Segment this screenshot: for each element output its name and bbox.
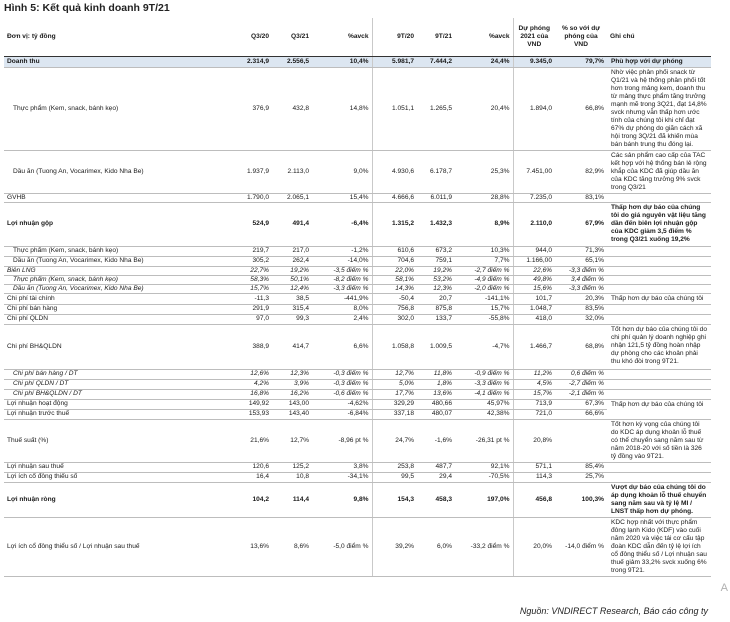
cell-avck2: -2,7 điểm %: [455, 266, 513, 275]
cell-q320: 153,93: [214, 409, 272, 419]
cell-q321: 8,6%: [272, 517, 312, 576]
cell-forecast: 4,5%: [513, 379, 555, 389]
cell-avck2: -55,8%: [455, 314, 513, 324]
cell-t921: 1.432,3: [417, 202, 455, 246]
cell-t920: 58,1%: [372, 275, 417, 284]
cell-forecast: 7.235,0: [513, 193, 555, 202]
cell-q321: 99,3: [272, 314, 312, 324]
cell-t921: 6.178,7: [417, 150, 455, 193]
cell-t920: 12,7%: [372, 369, 417, 379]
cell-vsforecast: 67,9%: [555, 202, 607, 246]
row-note: [607, 275, 711, 284]
table-row: [4, 472, 711, 482]
cell-t920: 337,18: [372, 409, 417, 419]
cell-avck1: -1,2%: [312, 246, 372, 256]
cell-forecast: 9.345,0: [513, 56, 555, 67]
cell-t921: 673,2: [417, 246, 455, 256]
cell-avck2: -4,1 điểm %: [455, 389, 513, 399]
cell-vsforecast: -2,1 điểm %: [555, 389, 607, 399]
table-row: [4, 379, 711, 389]
cell-avck1: 8,0%: [312, 304, 372, 314]
cell-t921: 6.011,9: [417, 193, 455, 202]
cell-avck2: -4,9 điểm %: [455, 275, 513, 284]
row-label: Chi phí bán hàng / DT: [4, 369, 214, 379]
cell-t920: 1.051,1: [372, 67, 417, 150]
col-header-avck-q: %avck: [312, 18, 372, 56]
cell-vsforecast: 83,5%: [555, 304, 607, 314]
row-label: Dầu ăn (Tuong An, Vocarimex, Kido Nha Be): [4, 150, 214, 193]
row-label: Thực phẩm (Kem, snack, bánh kẹo): [4, 67, 214, 150]
cell-t920: -50,4: [372, 293, 417, 304]
cell-q320: 22,7%: [214, 266, 272, 275]
row-note: Các sản phẩm cao cấp của TAC kết hợp với hệ thống bán lẻ rộng khắp của KDC đã giúp dầu ăn của KDC tăng trưởng 9% svck trong Q3/21: [607, 150, 711, 193]
cell-q321: 10,8: [272, 472, 312, 482]
cell-q321: 2.065,1: [272, 193, 312, 202]
cell-t920: 39,2%: [372, 517, 417, 576]
cell-avck1: 9,8%: [312, 482, 372, 517]
cell-q320: 97,0: [214, 314, 272, 324]
cell-t921: 19,2%: [417, 266, 455, 275]
cell-q321: 114,4: [272, 482, 312, 517]
cell-avck1: 14,8%: [312, 67, 372, 150]
table-row: [4, 150, 711, 193]
cell-t920: 1.058,8: [372, 324, 417, 369]
row-label: Biên LNG: [4, 266, 214, 275]
col-header-9t21: 9T/21: [417, 18, 455, 56]
row-label: Lợi nhuận sau thuế: [4, 462, 214, 472]
cell-forecast: 22,6%: [513, 266, 555, 275]
cell-vsforecast: 71,3%: [555, 246, 607, 256]
cell-avck2: -0,9 điểm %: [455, 369, 513, 379]
cell-avck1: -5,0 điểm %: [312, 517, 372, 576]
cell-vsforecast: -3,3 điểm %: [555, 284, 607, 293]
source-note: Nguồn: VNDIRECT Research, Báo cáo công ty: [519, 606, 708, 616]
cell-forecast: 2.110,0: [513, 202, 555, 246]
cell-avck2: 42,38%: [455, 409, 513, 419]
table-row: [4, 314, 711, 324]
cell-q321: 16,2%: [272, 389, 312, 399]
cell-avck1: -0,3 điểm %: [312, 369, 372, 379]
table-row: [4, 56, 711, 67]
cell-q320: 58,3%: [214, 275, 272, 284]
cell-avck2: -3,3 điểm %: [455, 379, 513, 389]
cell-vsforecast: 66,8%: [555, 67, 607, 150]
table-row: [4, 419, 711, 462]
cell-forecast: 15,6%: [513, 284, 555, 293]
cell-q320: 305,2: [214, 256, 272, 266]
cell-forecast: 101,7: [513, 293, 555, 304]
cell-q320: 291,9: [214, 304, 272, 314]
cell-t920: 4.930,6: [372, 150, 417, 193]
cell-q320: 15,7%: [214, 284, 272, 293]
cell-avck1: -4,62%: [312, 399, 372, 409]
cell-q321: 491,4: [272, 202, 312, 246]
cell-t921: 1.009,5: [417, 324, 455, 369]
row-label: Chi phí QLDN: [4, 314, 214, 324]
table-row: [4, 482, 711, 517]
cell-q320: 16,8%: [214, 389, 272, 399]
cell-q321: 12,4%: [272, 284, 312, 293]
cell-t920: 99,5: [372, 472, 417, 482]
row-label: Thuế suất (%): [4, 419, 214, 462]
cell-t921: 7.444,2: [417, 56, 455, 67]
cell-vsforecast: [555, 419, 607, 462]
cell-avck2: 10,3%: [455, 246, 513, 256]
cell-avck1: -8,2 điểm %: [312, 275, 372, 284]
table-row: [4, 293, 711, 304]
cell-q320: 1.937,9: [214, 150, 272, 193]
table-row: [4, 399, 711, 409]
cell-q321: 12,3%: [272, 369, 312, 379]
cell-forecast: 418,0: [513, 314, 555, 324]
row-label: Chi phí QLDN / DT: [4, 379, 214, 389]
watermark-glyph: A: [720, 582, 728, 594]
cell-t921: 1,8%: [417, 379, 455, 389]
cell-t921: 53,2%: [417, 275, 455, 284]
row-label: Lợi nhuận hoạt động: [4, 399, 214, 409]
cell-q321: 2.556,5: [272, 56, 312, 67]
cell-forecast: 49,8%: [513, 275, 555, 284]
row-label: Chi phí bán hàng: [4, 304, 214, 314]
cell-vsforecast: 32,0%: [555, 314, 607, 324]
cell-avck2: 20,4%: [455, 67, 513, 150]
cell-forecast: 11,2%: [513, 369, 555, 379]
cell-avck2: -4,7%: [455, 324, 513, 369]
col-header-notes: Ghi chú: [607, 18, 711, 56]
cell-avck2: -26,31 pt %: [455, 419, 513, 462]
cell-q321: 432,8: [272, 67, 312, 150]
cell-t921: 13,6%: [417, 389, 455, 399]
cell-t920: 5,0%: [372, 379, 417, 389]
table-row: [4, 462, 711, 472]
row-note: [607, 389, 711, 399]
table-row: [4, 284, 711, 293]
cell-q320: 524,9: [214, 202, 272, 246]
table-row: [4, 202, 711, 246]
cell-avck2: 24,4%: [455, 56, 513, 67]
row-label: Dầu ăn (Tuong An, Vocarimex, Kido Nha Be): [4, 256, 214, 266]
row-label: Chi phí tài chính: [4, 293, 214, 304]
cell-q320: 16,4: [214, 472, 272, 482]
cell-t920: 756,8: [372, 304, 417, 314]
row-note: Thấp hơn dự báo của chúng tôi do giá nguyên vật liệu tăng dần đến biên lợi nhuận gộp của KDC giảm 3,5 điểm % trong Q3/21 xuống 19,2%: [607, 202, 711, 246]
cell-vsforecast: 20,3%: [555, 293, 607, 304]
table-row: [4, 517, 711, 576]
row-label: Lợi nhuận trước thuế: [4, 409, 214, 419]
table-row: [4, 369, 711, 379]
cell-avck1: 15,4%: [312, 193, 372, 202]
cell-avck2: -70,5%: [455, 472, 513, 482]
table-row: [4, 256, 711, 266]
table-row: [4, 275, 711, 284]
cell-avck2: 92,1%: [455, 462, 513, 472]
row-note: [607, 193, 711, 202]
cell-avck2: -2,0 điểm %: [455, 284, 513, 293]
cell-avck1: -441,9%: [312, 293, 372, 304]
cell-avck1: -0,3 điểm %: [312, 379, 372, 389]
row-note: [607, 369, 711, 379]
cell-q320: 4,2%: [214, 379, 272, 389]
cell-t921: 458,3: [417, 482, 455, 517]
cell-avck2: -141,1%: [455, 293, 513, 304]
cell-q320: 2.314,9: [214, 56, 272, 67]
cell-q320: 12,6%: [214, 369, 272, 379]
cell-avck1: 10,4%: [312, 56, 372, 67]
row-label: Lợi nhuận gộp: [4, 202, 214, 246]
cell-avck1: 9,0%: [312, 150, 372, 193]
row-label: Dầu ăn (Tuong An, Vocarimex, Kido Nha Be): [4, 284, 214, 293]
cell-t920: 302,0: [372, 314, 417, 324]
cell-vsforecast: 66,6%: [555, 409, 607, 419]
cell-avck2: 28,8%: [455, 193, 513, 202]
cell-q321: 414,7: [272, 324, 312, 369]
cell-q320: 13,6%: [214, 517, 272, 576]
cell-q320: 120,6: [214, 462, 272, 472]
table-row: [4, 246, 711, 256]
cell-t921: 133,7: [417, 314, 455, 324]
cell-vsforecast: -3,3 điểm %: [555, 266, 607, 275]
cell-q321: 3,9%: [272, 379, 312, 389]
cell-avck2: 7,7%: [455, 256, 513, 266]
cell-avck1: -0,6 điểm %: [312, 389, 372, 399]
cell-avck1: -6,84%: [312, 409, 372, 419]
row-note: Phù hợp với dự phóng: [607, 56, 711, 67]
table-row: [4, 389, 711, 399]
row-label: Lợi ích cổ đông thiểu số: [4, 472, 214, 482]
cell-q321: 38,5: [272, 293, 312, 304]
table-row: [4, 324, 711, 369]
cell-vsforecast: 0,6 điểm %: [555, 369, 607, 379]
cell-forecast: 15,7%: [513, 389, 555, 399]
cell-t921: 1.265,5: [417, 67, 455, 150]
cell-forecast: 1.166,00: [513, 256, 555, 266]
cell-vsforecast: 68,8%: [555, 324, 607, 369]
cell-avck2: 25,3%: [455, 150, 513, 193]
col-header-avck-9t: %avck: [455, 18, 513, 56]
cell-forecast: 7.451,00: [513, 150, 555, 193]
row-label: GVHB: [4, 193, 214, 202]
cell-q321: 217,0: [272, 246, 312, 256]
cell-q321: 262,4: [272, 256, 312, 266]
row-note: [607, 304, 711, 314]
row-note: [607, 266, 711, 275]
cell-avck2: 45,97%: [455, 399, 513, 409]
cell-vsforecast: -2,7 điểm %: [555, 379, 607, 389]
row-label: Lợi nhuận ròng: [4, 482, 214, 517]
cell-forecast: 1.894,0: [513, 67, 555, 150]
row-label: Chi phí BH&QLDN / DT: [4, 389, 214, 399]
cell-avck2: 15,7%: [455, 304, 513, 314]
business-results-table: [4, 18, 711, 577]
cell-q320: 149,92: [214, 399, 272, 409]
row-note: [607, 314, 711, 324]
cell-t921: 875,8: [417, 304, 455, 314]
cell-forecast: 20,8%: [513, 419, 555, 462]
cell-vsforecast: 67,3%: [555, 399, 607, 409]
cell-t920: 14,3%: [372, 284, 417, 293]
cell-forecast: 713,9: [513, 399, 555, 409]
table-row: [4, 304, 711, 314]
cell-forecast: 944,0: [513, 246, 555, 256]
row-label: Chi phí BH&QLDN: [4, 324, 214, 369]
row-note: [607, 462, 711, 472]
cell-avck1: 3,8%: [312, 462, 372, 472]
cell-avck1: -3,3 điểm %: [312, 284, 372, 293]
cell-q320: 1.790,0: [214, 193, 272, 202]
cell-t921: 759,1: [417, 256, 455, 266]
cell-t920: 329,29: [372, 399, 417, 409]
cell-t920: 4.666,6: [372, 193, 417, 202]
cell-t920: 5.981,7: [372, 56, 417, 67]
cell-avck1: -8,96 pt %: [312, 419, 372, 462]
figure-title: Hình 5: Kết quả kinh doanh 9T/21: [4, 2, 170, 14]
row-label: Thực phẩm (Kem, snack, bánh kẹo): [4, 246, 214, 256]
row-note: [607, 379, 711, 389]
cell-q320: 388,9: [214, 324, 272, 369]
cell-forecast: 20,0%: [513, 517, 555, 576]
cell-vsforecast: 83,1%: [555, 193, 607, 202]
row-note: [607, 284, 711, 293]
cell-q321: 2.113,0: [272, 150, 312, 193]
table-row: [4, 67, 711, 150]
cell-q320: 219,7: [214, 246, 272, 256]
cell-vsforecast: 65,1%: [555, 256, 607, 266]
cell-avck1: 2,4%: [312, 314, 372, 324]
cell-vsforecast: 100,3%: [555, 482, 607, 517]
table-row: [4, 409, 711, 419]
table-body: [4, 56, 711, 576]
cell-q321: 125,2: [272, 462, 312, 472]
col-header-9t20: 9T/20: [372, 18, 417, 56]
col-header-forecast: Dự phóng 2021 của VND: [513, 18, 555, 56]
row-note: [607, 472, 711, 482]
cell-q320: 21,6%: [214, 419, 272, 462]
cell-t921: 29,4: [417, 472, 455, 482]
cell-vsforecast: 79,7%: [555, 56, 607, 67]
cell-t921: 11,8%: [417, 369, 455, 379]
cell-q321: 19,2%: [272, 266, 312, 275]
cell-t920: 22,0%: [372, 266, 417, 275]
cell-vsforecast: 3,4 điểm %: [555, 275, 607, 284]
cell-t920: 253,8: [372, 462, 417, 472]
row-note: Vượt dự báo của chúng tôi do áp dụng khoản lỗ thuế chuyển sang năm sau và tỷ lệ MI / LNST thấp hơn dự phóng.: [607, 482, 711, 517]
cell-t921: 6,0%: [417, 517, 455, 576]
cell-vsforecast: 25,7%: [555, 472, 607, 482]
cell-forecast: 721,0: [513, 409, 555, 419]
cell-avck2: 197,0%: [455, 482, 513, 517]
cell-q321: 143,00: [272, 399, 312, 409]
row-note: Thấp hơn dự báo của chúng tôi: [607, 399, 711, 419]
table-row: [4, 193, 711, 202]
cell-vsforecast: 85,4%: [555, 462, 607, 472]
cell-t920: 704,6: [372, 256, 417, 266]
cell-q320: -11,3: [214, 293, 272, 304]
cell-avck1: -14,0%: [312, 256, 372, 266]
cell-t920: 610,6: [372, 246, 417, 256]
cell-avck1: -6,4%: [312, 202, 372, 246]
cell-avck1: 6,6%: [312, 324, 372, 369]
col-header-vs-forecast: % so với dự phóng của VND: [555, 18, 607, 56]
col-header-q320: Q3/20: [214, 18, 272, 56]
cell-vsforecast: 82,9%: [555, 150, 607, 193]
table-row: [4, 266, 711, 275]
cell-avck2: -33,2 điểm %: [455, 517, 513, 576]
cell-t921: 487,7: [417, 462, 455, 472]
row-note: KDC hợp nhất với thực phẩm đông lạnh Kido (KDF) vào cuối năm 2020 và việc tái cơ cấu tập đoàn KDC dẫn đến tỷ lệ lợi ích cổ đông thiểu số / Lợi nhuận sau thuế giảm 33,2% svck xuống 6% trong 9T21.: [607, 517, 711, 576]
cell-t921: 20,7: [417, 293, 455, 304]
cell-t920: 17,7%: [372, 389, 417, 399]
cell-forecast: 1.048,7: [513, 304, 555, 314]
cell-avck2: 8,9%: [455, 202, 513, 246]
cell-vsforecast: -14,0 điểm %: [555, 517, 607, 576]
row-note: Nhờ việc phân phối snack từ Q1/21 và hệ thống phân phối tốt hơn trong mảng kem, doanh thu từ mảng thực phẩm tăng trưởng mạnh mẽ trong 3Q21, đạt 14,8% svck nhưng vẫn thấp hơn ước tính của chúng tôi khi chỉ đạt 67% dự phóng do giãn cách xã hội trong 3Q/21 đã khiến mùa bán bánh trung thu đóng lại.: [607, 67, 711, 150]
cell-forecast: 114,3: [513, 472, 555, 482]
col-header-unit: Đơn vị: tỷ đồng: [4, 18, 214, 56]
cell-q320: 376,9: [214, 67, 272, 150]
row-label: Thực phẩm (Kem, snack, bánh kẹo): [4, 275, 214, 284]
cell-q321: 143,40: [272, 409, 312, 419]
cell-avck1: -34,1%: [312, 472, 372, 482]
row-note: Tốt hơn dự báo của chúng tôi do chi phí quản lý doanh nghiệp ghi nhận 121,5 tỷ đồng hoàn nhập dự phòng cho các khoản phải thu khó đòi trong 9T21.: [607, 324, 711, 369]
cell-t920: 154,3: [372, 482, 417, 517]
cell-q320: 104,2: [214, 482, 272, 517]
cell-t920: 24,7%: [372, 419, 417, 462]
cell-t921: -1,6%: [417, 419, 455, 462]
row-note: [607, 256, 711, 266]
cell-t921: 480,07: [417, 409, 455, 419]
cell-forecast: 456,8: [513, 482, 555, 517]
cell-t921: 480,66: [417, 399, 455, 409]
row-note: [607, 246, 711, 256]
col-header-q321: Q3/21: [272, 18, 312, 56]
row-label: Lợi ích cổ đông thiểu số / Lợi nhuận sau thuế: [4, 517, 214, 576]
cell-q321: 50,1%: [272, 275, 312, 284]
row-note: Tốt hơn kỳ vọng của chúng tôi do KDC áp dụng khoản lỗ thuế có thể chuyển sang năm sau từ năm 2018-20 với số tiền là 326 tỷ đồng vào 9T21.: [607, 419, 711, 462]
cell-forecast: 1.466,7: [513, 324, 555, 369]
row-note: Thấp hơn dự báo của chúng tôi: [607, 293, 711, 304]
row-label: Doanh thu: [4, 56, 214, 67]
cell-forecast: 571,1: [513, 462, 555, 472]
cell-q321: 315,4: [272, 304, 312, 314]
cell-q321: 12,7%: [272, 419, 312, 462]
cell-t921: 12,3%: [417, 284, 455, 293]
cell-t920: 1.315,2: [372, 202, 417, 246]
cell-avck1: -3,5 điểm %: [312, 266, 372, 275]
